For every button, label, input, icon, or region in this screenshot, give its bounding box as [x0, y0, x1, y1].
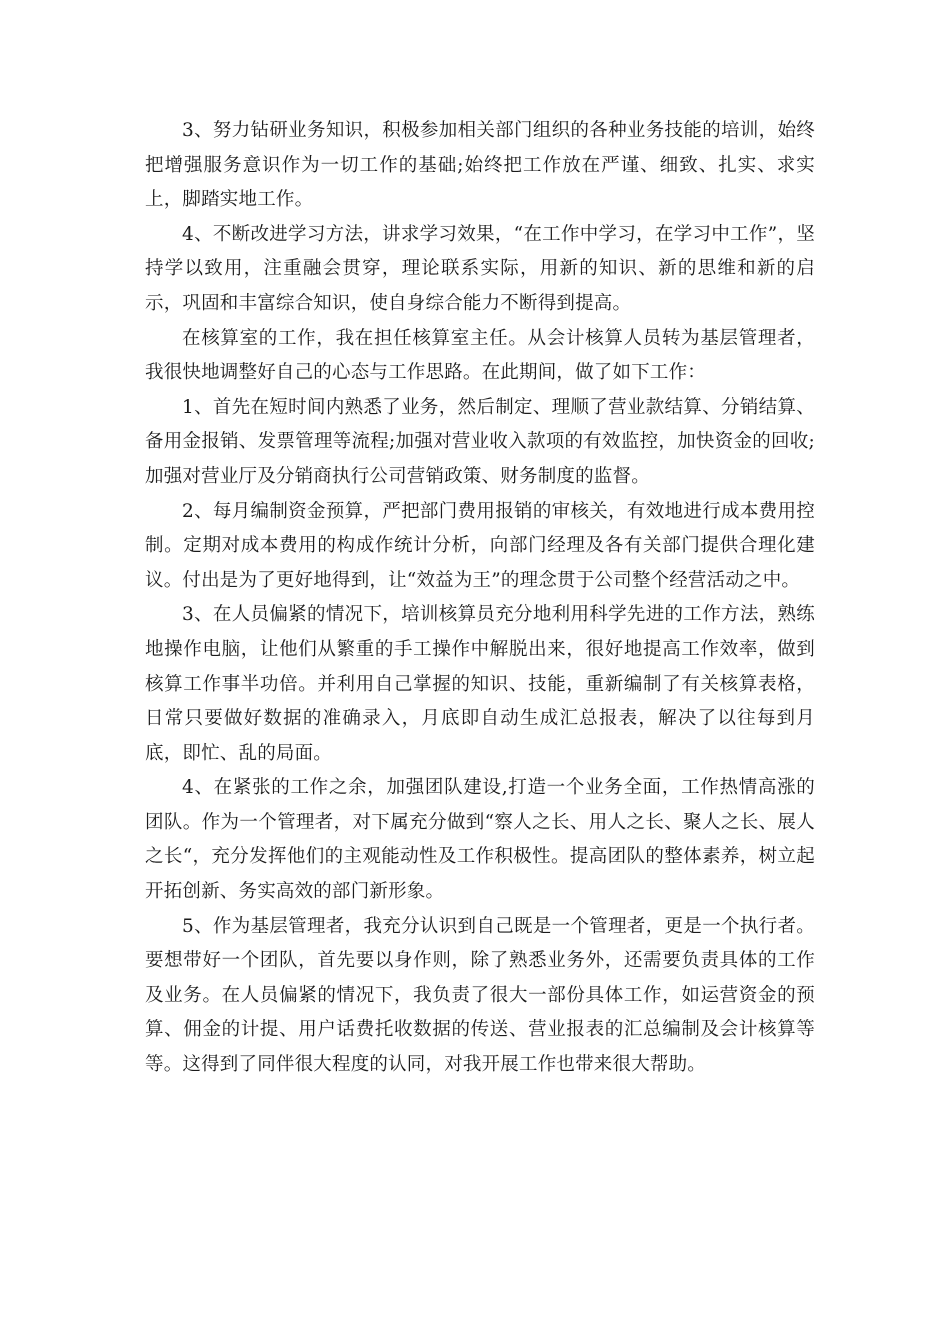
paragraph-study-business: 3、努力钻研业务知识，积极参加相关部门组织的各种业务技能的培训，始终把增强服务意识作为一切工作的基础;始终把工作放在严谨、细致、扎实、求实上，脚踏实地工作。	[145, 120, 815, 211]
paragraph-budget-control: 2、每月编制资金预算，严把部门费用报销的审核关，有效地进行成本费用控制。定期对成本费用的构成作统计分析，向部门经理及各有关部门提供合理化建议。付出是为了更好地得到，让“效益为王”的理念贯于公司整个经营活动之中。	[145, 500, 815, 591]
paragraph-staff-training: 3、在人员偏紧的情况下，培训核算员充分地利用科学先进的工作方法，熟练地操作电脑，让他们从繁重的手工操作中解脱出来，很好地提高工作效率，做到核算工作事半功倍。并利用自己掌握的知识、技能，重新编制了有关核算表格，日常只要做好数据的准确录入，月底即自动生成汇总报表，解决了以往每到月底，即忙、乱的局面。	[145, 604, 815, 764]
paragraph-team-building: 4、在紧张的工作之余，加强团队建设,打造一个业务全面，工作热情高涨的团队。作为一个管理者，对下属充分做到“察人之长、用人之长、聚人之长、展人之长“，充分发挥他们的主观能动性及工作积极性。提高团队的整体素养，树立起开拓创新、务实高效的部门新形象。	[145, 777, 815, 903]
paragraph-learning-method: 4、不断改进学习方法，讲求学习效果，“在工作中学习，在学习中工作”，坚持学以致用，注重融会贯穿，理论联系实际，用新的知识、新的思维和新的启示，巩固和丰富综合知识，使自身综合能力不断得到提高。	[145, 223, 815, 314]
document-body	[145, 114, 815, 1083]
paragraph-manager-executor: 5、作为基层管理者，我充分认识到自己既是一个管理者，更是一个执行者。要想带好一个团队，首先要以身作则，除了熟悉业务外，还需要负责具体的工作及业务。在人员偏紧的情况下，我负责了很大一部份具体工作，如运营资金的预算、佣金的计提、用户话费托收数据的传送、营业报表的汇总编制及会计核算等等。这得到了同伴很大程度的认同，对我开展工作也带来很大帮助。	[145, 915, 815, 1076]
paragraph-process-management: 1、首先在短时间内熟悉了业务，然后制定、理顺了营业款结算、分销结算、备用金报销、发票管理等流程;加强对营业收入款项的有效监控，加快资金的回收;加强对营业厅及分销商执行公司营销政策、财务制度的监督。	[145, 396, 815, 487]
paragraph-accounting-office-intro: 在核算室的工作，我在担任核算室主任。从会计核算人员转为基层管理者，我很快地调整好自己的心态与工作思路。在此期间，做了如下工作：	[145, 327, 815, 384]
